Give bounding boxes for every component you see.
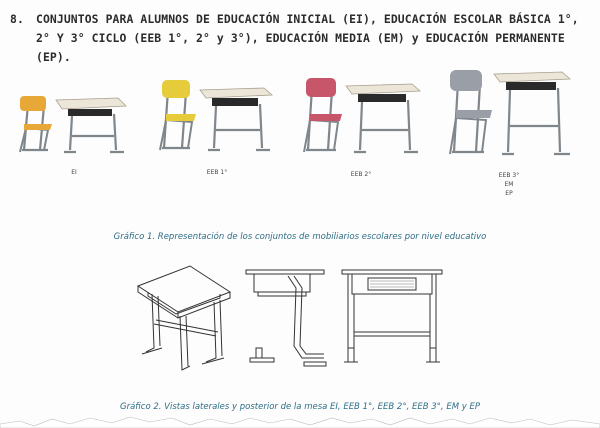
isometric-view-drawing [132,262,236,378]
furniture-set-eeb3-em-ep [446,68,574,197]
set-label: EI [71,169,77,176]
furniture-set-eeb2 [300,74,424,178]
furniture-set-ei [14,92,134,176]
desk-chair-illustration [156,76,276,160]
section-number: 8. [10,12,24,26]
side-view-drawing [244,266,328,372]
rear-view-drawing [340,266,444,372]
set-label-line-1: EEB 3° [498,172,520,179]
isometric-desk-view [132,262,236,374]
figure-caption-2: Gráfico 2. Vistas laterales y posterior de la mesa EI, EEB 1°, EEB 2°, EEB 3°, EM y EP [120,402,480,412]
side-desk-view [244,266,328,368]
set-label-line-2: EM [504,181,514,188]
figure-caption-1: Gráfico 1. Representación de los conjuntos de mobiliarios escolares por nivel educativo [113,232,487,242]
rear-desk-view [340,266,444,368]
desk-chair-illustration [446,68,574,162]
set-label-line-3: EP [505,190,513,197]
set-label: EEB 2° [350,171,372,178]
section-title: CONJUNTOS PARA ALUMNOS DE EDUCACIÓN INICIAL (EI), EDUCACIÓN ESCOLAR BÁSICA 1°, 2° Y 3° CICLO (EEB 1°, 2° y 3°), EDUCACIÓN MEDIA (EM) y EDUCACIÓN PERMANENTE (EP). [36,12,579,64]
set-label: EEB 1° [206,169,228,176]
furniture-set-eeb1 [156,76,276,176]
torn-paper-edge [0,388,600,428]
desk-chair-illustration [14,92,134,164]
desk-chair-illustration [300,74,424,162]
set-label [494,171,524,198]
